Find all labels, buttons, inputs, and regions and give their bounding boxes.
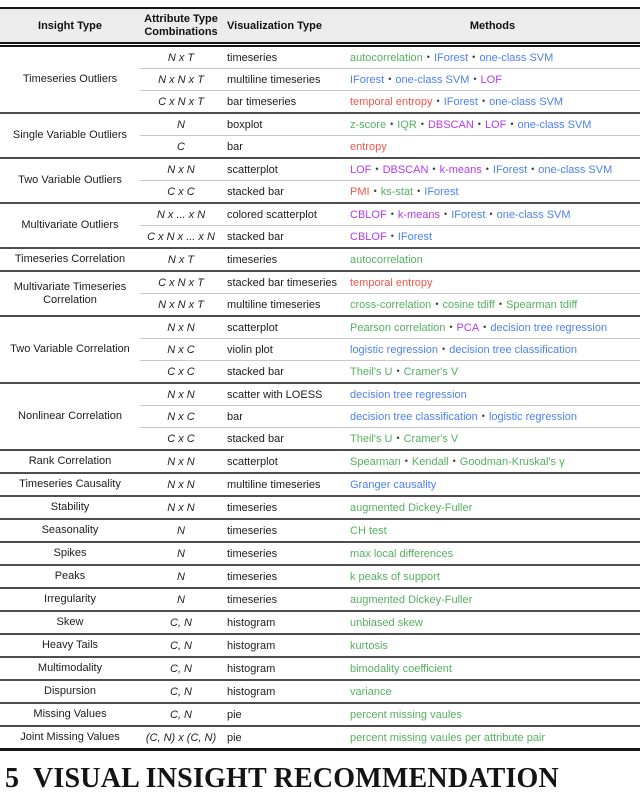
attribute-combination: C xyxy=(177,140,185,153)
method-separator: • xyxy=(489,208,493,219)
group-rows xyxy=(140,114,640,157)
methods-list xyxy=(345,141,640,153)
method-name: IForest xyxy=(397,230,433,243)
visualization-type: timeseries xyxy=(227,51,278,64)
attribute-combination: C, N xyxy=(170,639,192,652)
methods-list xyxy=(345,389,640,401)
insight-type-label: Timeseries Correlation xyxy=(14,253,126,265)
method-name: Theil's U xyxy=(350,365,393,378)
insight-type-label: Skew xyxy=(56,616,84,628)
visualization-type: scatterplot xyxy=(227,321,278,334)
method-separator: • xyxy=(432,163,436,174)
group-rows xyxy=(140,566,640,587)
attribute-combination: N xyxy=(177,547,185,560)
visualization-type: timeseries xyxy=(227,501,278,514)
method-name: Theil's U xyxy=(350,432,393,445)
table-row xyxy=(140,47,640,68)
insight-group xyxy=(0,47,640,112)
visualization-type: violin plot xyxy=(227,343,273,356)
method-separator: • xyxy=(477,118,481,129)
methods-list xyxy=(345,709,640,721)
visualization-type: multiline timeseries xyxy=(227,298,321,311)
method-name: LOF xyxy=(484,118,507,131)
insight-type-label: Stability xyxy=(50,501,90,513)
method-separator: • xyxy=(485,163,489,174)
insight-type-label: Heavy Tails xyxy=(41,639,99,651)
method-name: DBSCAN xyxy=(427,118,474,131)
table-row xyxy=(140,497,640,518)
group-rows xyxy=(140,543,640,564)
method-name: decision tree classification xyxy=(350,410,478,423)
method-name: cross-correlation xyxy=(350,298,432,311)
attribute-combination: N x N x T xyxy=(158,298,204,311)
insight-type-label: Multivariate Outliers xyxy=(21,219,119,231)
attribute-combination: N x N xyxy=(167,501,195,514)
visualization-type: pie xyxy=(227,708,242,721)
insight-type-label: Spikes xyxy=(53,547,87,559)
method-name: logistic regression xyxy=(350,343,439,356)
table-row xyxy=(140,681,640,702)
header-attribute-type-combinations: Attribute Type Combinations xyxy=(144,13,218,38)
table-row xyxy=(140,451,640,472)
group-rows xyxy=(140,635,640,656)
attribute-combination: N x T xyxy=(167,51,195,64)
table-row xyxy=(140,589,640,610)
method-separator: • xyxy=(481,410,485,421)
visualization-type: scatterplot xyxy=(227,455,278,468)
method-name: IQR xyxy=(397,118,417,131)
table-header-row xyxy=(0,7,640,42)
visualization-type: stacked bar xyxy=(227,230,284,243)
insight-group xyxy=(0,679,640,702)
method-name: Spearman tdiff xyxy=(506,298,578,311)
method-name: bimodality coefficient xyxy=(350,662,452,675)
insight-type-label: Rank Correlation xyxy=(28,455,112,467)
method-name: one-class SVM xyxy=(395,73,470,86)
section-number: 5 xyxy=(5,763,20,794)
group-rows xyxy=(140,272,640,315)
methods-list xyxy=(345,277,640,289)
insight-group xyxy=(0,564,640,587)
method-separator: • xyxy=(473,73,477,84)
visualization-type: stacked bar xyxy=(227,185,284,198)
method-name: autocorrelation xyxy=(350,51,423,64)
methods-list xyxy=(345,525,640,537)
group-rows xyxy=(140,474,640,495)
method-name: z-score xyxy=(350,118,387,131)
section-title: VISUAL INSIGHT RECOMMENDATION xyxy=(33,763,559,794)
method-separator: • xyxy=(483,321,487,332)
insight-group xyxy=(0,270,640,315)
visualization-type: stacked bar timeseries xyxy=(227,276,338,289)
table-body xyxy=(0,47,640,751)
group-rows xyxy=(140,589,640,610)
table-row xyxy=(140,727,640,748)
insight-type-label: Two Variable Outliers xyxy=(18,174,122,186)
visualization-type: colored scatterplot xyxy=(227,208,317,221)
attribute-combination: N x N x T xyxy=(158,73,204,86)
table-row xyxy=(140,225,640,247)
method-name: PCA xyxy=(456,321,480,334)
header-methods: Methods xyxy=(469,19,516,32)
insight-type-label: Dispursion xyxy=(44,685,96,697)
method-name: one-class SVM xyxy=(496,208,571,221)
insight-group xyxy=(0,725,640,748)
method-name: one-class SVM xyxy=(479,51,554,64)
insight-methods-table xyxy=(0,7,640,751)
attribute-combination: N x N xyxy=(167,388,195,401)
method-name: Spearman xyxy=(350,455,401,468)
method-name: Pearson correlation xyxy=(350,321,446,334)
methods-list xyxy=(345,254,640,266)
insight-group xyxy=(0,382,640,449)
methods-list xyxy=(345,119,640,131)
group-rows xyxy=(140,704,640,725)
method-name: CBLOF xyxy=(350,230,387,243)
group-rows xyxy=(140,384,640,449)
attribute-combination: N x N xyxy=(167,321,195,334)
method-name: autocorrelation xyxy=(350,253,423,266)
method-name: k-means xyxy=(439,163,482,176)
insight-type-label: Multivariate Timeseries Correlation xyxy=(13,280,127,306)
method-name: logistic regression xyxy=(488,410,577,423)
visualization-type: histogram xyxy=(227,685,276,698)
method-name: augmented Dickey-Fuller xyxy=(350,501,473,514)
insight-group xyxy=(0,247,640,270)
method-name: Cramer's V xyxy=(403,432,459,445)
table-row xyxy=(140,658,640,679)
table-row xyxy=(140,159,640,180)
method-separator: • xyxy=(390,208,394,219)
method-name: k-means xyxy=(397,208,441,221)
method-name: kurtosis xyxy=(350,639,388,652)
attribute-combination: C, N xyxy=(170,685,192,698)
method-separator: • xyxy=(396,432,400,443)
attribute-combination: C x C xyxy=(167,185,195,198)
insight-group xyxy=(0,518,640,541)
insight-type-label: Single Variable Outliers xyxy=(12,129,128,141)
methods-list xyxy=(345,74,640,86)
group-rows xyxy=(140,47,640,112)
method-separator: • xyxy=(417,185,421,196)
insight-group xyxy=(0,495,640,518)
insight-group xyxy=(0,112,640,157)
methods-list xyxy=(345,617,640,629)
group-rows xyxy=(140,317,640,382)
method-name: max local differences xyxy=(350,547,454,560)
method-name: temporal entropy xyxy=(350,95,433,108)
method-separator: • xyxy=(498,298,503,309)
insight-type-label: Nonlinear Correlation xyxy=(18,410,122,422)
method-name: CH test xyxy=(350,524,387,537)
visualization-type: scatter with LOESS xyxy=(227,388,323,401)
method-name: variance xyxy=(350,685,392,698)
insight-group xyxy=(0,633,640,656)
visualization-type: timeseries xyxy=(227,524,278,537)
method-separator: • xyxy=(396,365,400,376)
visualization-type: bar xyxy=(227,140,243,153)
insight-type-label: Timeseries Outliers xyxy=(22,73,118,85)
method-separator: • xyxy=(531,163,535,174)
method-name: IForest xyxy=(350,73,385,86)
method-name: Kendall xyxy=(411,455,449,468)
attribute-combination: N x N xyxy=(167,455,195,468)
insight-group xyxy=(0,157,640,202)
methods-list xyxy=(345,411,640,423)
methods-list xyxy=(345,479,640,491)
table-row xyxy=(140,293,640,315)
header-visualization-type: Visualization Type xyxy=(227,19,322,32)
table-row xyxy=(140,272,640,293)
visualization-type: timeseries xyxy=(227,253,278,266)
insight-type-label: Two Variable Correlation xyxy=(10,343,130,355)
attribute-combination: C x N x T xyxy=(158,95,204,108)
method-separator: • xyxy=(452,455,456,466)
visualization-type: histogram xyxy=(227,662,276,675)
method-name: unbiased skew xyxy=(350,616,423,629)
table-row xyxy=(140,566,640,587)
attribute-combination: N x T xyxy=(167,253,195,266)
method-name: LOF xyxy=(350,163,372,176)
method-name: decision tree classification xyxy=(449,343,577,356)
insight-type-label: Multimodality xyxy=(37,662,103,674)
attribute-combination: C x C xyxy=(167,365,195,378)
method-name: Granger causality xyxy=(350,478,437,491)
table-row xyxy=(140,249,640,270)
methods-list xyxy=(345,322,640,334)
method-name: one-class SVM xyxy=(517,118,592,131)
attribute-combination: C, N xyxy=(170,662,192,675)
method-separator: • xyxy=(390,118,394,129)
attribute-combination: N x ... x N xyxy=(156,208,206,221)
attribute-combination: N xyxy=(177,570,185,583)
methods-list xyxy=(345,686,640,698)
method-name: Cramer's V xyxy=(403,365,459,378)
method-separator: • xyxy=(426,51,430,62)
attribute-combination: N x C xyxy=(167,343,195,356)
visualization-type: timeseries xyxy=(227,593,278,606)
insight-group xyxy=(0,202,640,247)
method-separator: • xyxy=(510,118,514,129)
table-row xyxy=(140,317,640,338)
group-rows xyxy=(140,658,640,679)
insight-type-label: Missing Values xyxy=(33,708,107,720)
method-name: CBLOF xyxy=(350,208,387,221)
insight-group xyxy=(0,541,640,564)
visualization-type: multiline timeseries xyxy=(227,73,321,86)
method-name: ks-stat xyxy=(380,185,414,198)
group-rows xyxy=(140,497,640,518)
method-name: entropy xyxy=(350,140,387,153)
method-separator: • xyxy=(442,343,446,354)
method-separator: • xyxy=(435,298,439,309)
method-name: DBSCAN xyxy=(382,163,429,176)
table-row xyxy=(140,135,640,157)
table-row xyxy=(140,360,640,382)
methods-list xyxy=(345,164,640,176)
group-rows xyxy=(140,249,640,270)
method-name: temporal entropy xyxy=(350,276,433,289)
methods-list xyxy=(345,456,640,468)
group-rows xyxy=(140,612,640,633)
group-rows xyxy=(140,451,640,472)
method-name: PMI xyxy=(350,185,370,198)
table-row xyxy=(140,427,640,449)
method-name: decision tree regression xyxy=(350,388,467,401)
insight-group xyxy=(0,656,640,679)
methods-list xyxy=(345,52,640,64)
visualization-type: stacked bar xyxy=(227,432,284,445)
method-separator: • xyxy=(375,163,379,174)
methods-list xyxy=(345,571,640,583)
visualization-type: timeseries xyxy=(227,547,278,560)
attribute-combination: N x N xyxy=(167,163,195,176)
method-separator: • xyxy=(444,208,448,219)
insight-group xyxy=(0,449,640,472)
table-row xyxy=(140,704,640,725)
group-rows xyxy=(140,520,640,541)
attribute-combination: N xyxy=(177,118,185,131)
table-row xyxy=(140,114,640,135)
table-row xyxy=(140,543,640,564)
visualization-type: multiline timeseries xyxy=(227,478,321,491)
insight-group xyxy=(0,702,640,725)
method-separator: • xyxy=(404,455,408,466)
table-row xyxy=(140,612,640,633)
methods-list xyxy=(345,640,640,652)
methods-list xyxy=(345,594,640,606)
methods-list xyxy=(345,366,640,378)
table-row xyxy=(140,635,640,656)
header-insight-type: Insight Type xyxy=(38,19,102,32)
methods-list xyxy=(345,548,640,560)
table-row xyxy=(140,90,640,112)
insight-type-label: Timeseries Causality xyxy=(19,478,121,490)
methods-list xyxy=(345,186,640,198)
group-rows xyxy=(140,204,640,247)
methods-list xyxy=(345,732,640,744)
table-row xyxy=(140,384,640,405)
method-name: augmented Dickey-Fuller xyxy=(350,593,473,606)
visualization-type: bar timeseries xyxy=(227,95,297,108)
method-separator: • xyxy=(388,73,392,84)
method-name: decision tree regression xyxy=(490,321,608,334)
insight-type-label: Peaks xyxy=(54,570,86,582)
attribute-combination: N xyxy=(177,524,185,537)
visualization-type: bar xyxy=(227,410,243,423)
visualization-type: pie xyxy=(227,731,242,744)
attribute-combination: (C, N) x (C, N) xyxy=(145,731,217,744)
method-separator: • xyxy=(420,118,424,129)
attribute-combination: N x N xyxy=(167,478,195,491)
visualization-type: scatterplot xyxy=(227,163,278,176)
method-name: cosine tdiff xyxy=(442,298,495,311)
method-separator: • xyxy=(481,95,486,106)
group-rows xyxy=(140,159,640,202)
insight-type-label: Joint Missing Values xyxy=(20,731,120,743)
method-separator: • xyxy=(390,230,394,241)
insight-type-label: Seasonality xyxy=(41,524,99,536)
method-name: IForest xyxy=(451,208,486,221)
attribute-combination: C x N x T xyxy=(158,276,204,289)
method-separator: • xyxy=(436,95,440,106)
insight-group xyxy=(0,472,640,495)
method-separator: • xyxy=(449,321,453,332)
insight-group xyxy=(0,587,640,610)
insight-group xyxy=(0,315,640,382)
methods-list xyxy=(345,96,640,108)
method-name: one-class SVM xyxy=(538,163,613,176)
attribute-combination: C, N xyxy=(170,708,192,721)
attribute-combination: C x C xyxy=(167,432,195,445)
visualization-type: histogram xyxy=(227,639,276,652)
visualization-type: boxplot xyxy=(227,118,263,131)
insight-type-label: Irregularity xyxy=(44,593,96,605)
method-name: IForest xyxy=(443,95,478,108)
method-separator: • xyxy=(373,185,377,196)
group-rows xyxy=(140,681,640,702)
table-row xyxy=(140,180,640,202)
group-rows xyxy=(140,727,640,748)
method-name: LOF xyxy=(480,73,502,86)
visualization-type: stacked bar xyxy=(227,365,284,378)
methods-list xyxy=(345,209,640,221)
method-name: IForest xyxy=(424,185,459,198)
method-separator: • xyxy=(472,51,476,62)
table-row xyxy=(140,338,640,360)
method-name: one-class SVM xyxy=(489,95,564,108)
table-row xyxy=(140,68,640,90)
table-row xyxy=(140,520,640,541)
method-name: Goodman-Kruskal's γ xyxy=(459,455,565,468)
method-name: percent missing vaules xyxy=(350,708,462,721)
method-name: IForest xyxy=(492,163,528,176)
attribute-combination: C, N xyxy=(170,616,192,629)
method-name: percent missing vaules per attribute pair xyxy=(350,731,546,744)
methods-list xyxy=(345,299,640,311)
methods-list xyxy=(345,433,640,445)
section-heading xyxy=(0,764,640,794)
methods-list xyxy=(345,344,640,356)
method-name: IForest xyxy=(433,51,469,64)
table-row xyxy=(140,474,640,495)
methods-list xyxy=(345,502,640,514)
attribute-combination: N xyxy=(177,593,185,606)
method-name: k peaks of support xyxy=(350,570,440,583)
table-row xyxy=(140,405,640,427)
attribute-combination: N x C xyxy=(167,410,195,423)
methods-list xyxy=(345,231,640,243)
attribute-combination: C x N x ... x N xyxy=(147,230,215,243)
methods-list xyxy=(345,663,640,675)
table-row xyxy=(140,204,640,225)
visualization-type: timeseries xyxy=(227,570,278,583)
visualization-type: histogram xyxy=(227,616,276,629)
insight-group xyxy=(0,610,640,633)
